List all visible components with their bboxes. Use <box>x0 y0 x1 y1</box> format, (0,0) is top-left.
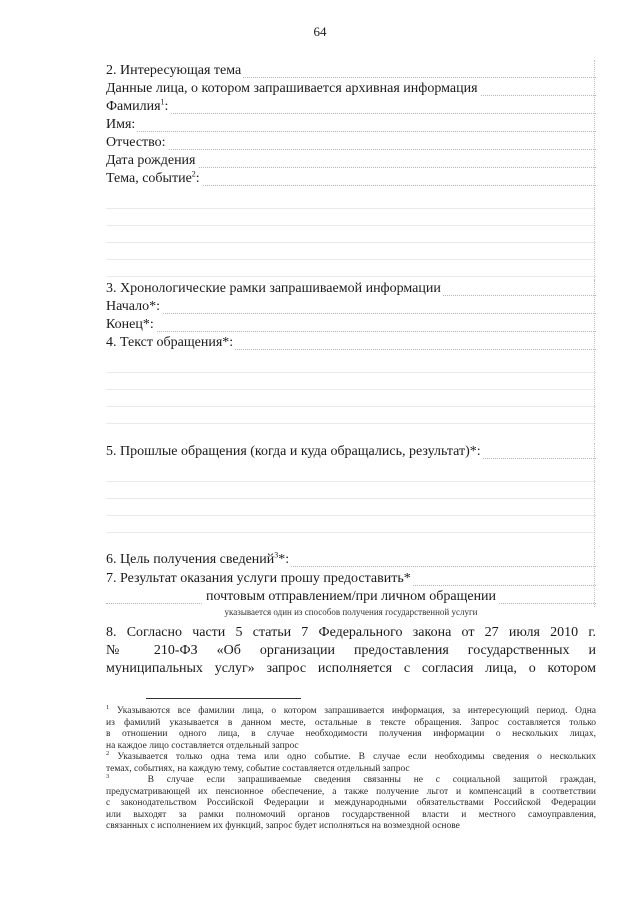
section-8-line: муниципальных услуг» запрос исполняется с согласия лица, о котором <box>106 661 596 676</box>
section-2-heading <box>106 62 596 79</box>
footnote-1 <box>106 703 596 752</box>
section-5-heading <box>106 443 596 460</box>
field-birth-date-label: Дата рождения <box>106 153 196 168</box>
margin-dotted-line <box>594 443 595 549</box>
section-8-line: № 210-ФЗ «Об организации предоставления государственных и <box>106 643 596 658</box>
field-purpose[interactable] <box>106 551 596 568</box>
section-7-heading-text: 7. Результат оказания услуги прошу предоставить* <box>106 571 411 586</box>
footnote-line: в отношении одного лица, в случае необходимости получения информации о нескольких лицах, <box>106 729 596 739</box>
footnote-line: на каждое лицо составляется отдельный запрос <box>106 740 299 751</box>
footnote-1-mark: 1 <box>106 703 110 711</box>
field-topic-event-label: Тема, событие$^2$: <box>106 169 200 186</box>
field-first-name[interactable] <box>106 116 596 133</box>
section-8-paragraph <box>106 624 596 678</box>
footnote-line: Указываются все фамилии лица, о котором запрашивается информация, за интересующий период. Одна <box>116 706 596 716</box>
field-purpose-label: 6. Цель получения сведений$^3$*: <box>106 550 290 567</box>
section-8-line: 8. Согласно части 5 статьи 7 Федерального закона от 27 июля 2010 г. <box>106 625 596 640</box>
field-end[interactable] <box>106 316 596 333</box>
footnote-separator <box>146 698 301 699</box>
field-result-method[interactable] <box>106 588 596 605</box>
section-4-heading <box>106 334 596 351</box>
section-2-subheading <box>106 80 596 97</box>
field-surname[interactable] <box>106 98 596 115</box>
footnote-2-mark: 2 <box>106 749 110 757</box>
margin-dotted-line <box>594 280 595 440</box>
past-requests-blank-area[interactable] <box>106 465 596 545</box>
page-number: 64 <box>313 24 327 39</box>
footnote-line: предусматривающей их пенсионное обеспечение, а также получение льгот и компенсаций в соответствии <box>106 786 596 797</box>
footnote-line: В случае если запрашиваемые сведения связанны не с социальной защитой граждан, <box>147 775 596 785</box>
footnote-line: связанных с исполнением их функций, запрос будет исполняться на возмездной основе <box>106 821 460 831</box>
result-method-hint: указывается один из способов получения государственной услуги <box>224 607 478 617</box>
footnote-line: из фамилий указывается в данном месте, остальные в тексте обращения. Запрос составляется только <box>106 717 596 728</box>
section-3-heading-text: 3. Хронологические рамки запрашиваемой информации <box>106 281 441 296</box>
section-2-heading-text: 2. Интересующая тема <box>106 63 242 78</box>
field-surname-label: Фамилия$^1$: <box>106 97 169 114</box>
margin-dotted-line <box>594 551 595 607</box>
footnote-3-mark: 3 <box>106 772 110 780</box>
field-result-method-value: почтовым отправлением/при личном обращении <box>203 589 499 604</box>
topic-event-blank-area[interactable] <box>106 192 596 277</box>
footnote-line: темах, событиях, на каждую тему, событие составляется отдельный запрос <box>106 763 410 774</box>
section-5-heading-text: 5. Прошлые обращения (когда и куда обращались, результат)*: <box>106 444 481 459</box>
field-birth-date[interactable] <box>106 152 596 169</box>
field-patronymic[interactable] <box>106 134 596 151</box>
field-topic-event[interactable] <box>106 170 596 187</box>
field-start-label: Начало*: <box>106 299 161 314</box>
request-text-blank-area[interactable] <box>106 356 596 436</box>
footnote-2 <box>106 749 597 775</box>
footnote-line: или выходят за рамки полномочий органов государственной власти и местного самоуправления, <box>106 809 596 820</box>
field-end-label: Конец*: <box>106 317 154 332</box>
margin-dotted-line <box>594 60 595 282</box>
section-7-heading <box>106 570 596 587</box>
footnote-line: Указывается только одна тема или одно событие. В случае если необходимы сведения о нескольких <box>117 752 597 762</box>
footnote-3 <box>106 772 596 833</box>
section-4-heading-text: 4. Текст обращения*: <box>106 335 234 350</box>
footnote-line: с законодательством Российской Федерации и международными обязательствами Российской Федерации <box>106 798 596 808</box>
section-2-subheading-text: Данные лица, о котором запрашивается архивная информация <box>106 81 478 96</box>
field-first-name-label: Имя: <box>106 117 136 132</box>
field-patronymic-label: Отчество: <box>106 135 166 150</box>
footnotes <box>106 703 597 833</box>
section-3-heading <box>106 280 596 297</box>
field-start[interactable] <box>106 298 596 315</box>
